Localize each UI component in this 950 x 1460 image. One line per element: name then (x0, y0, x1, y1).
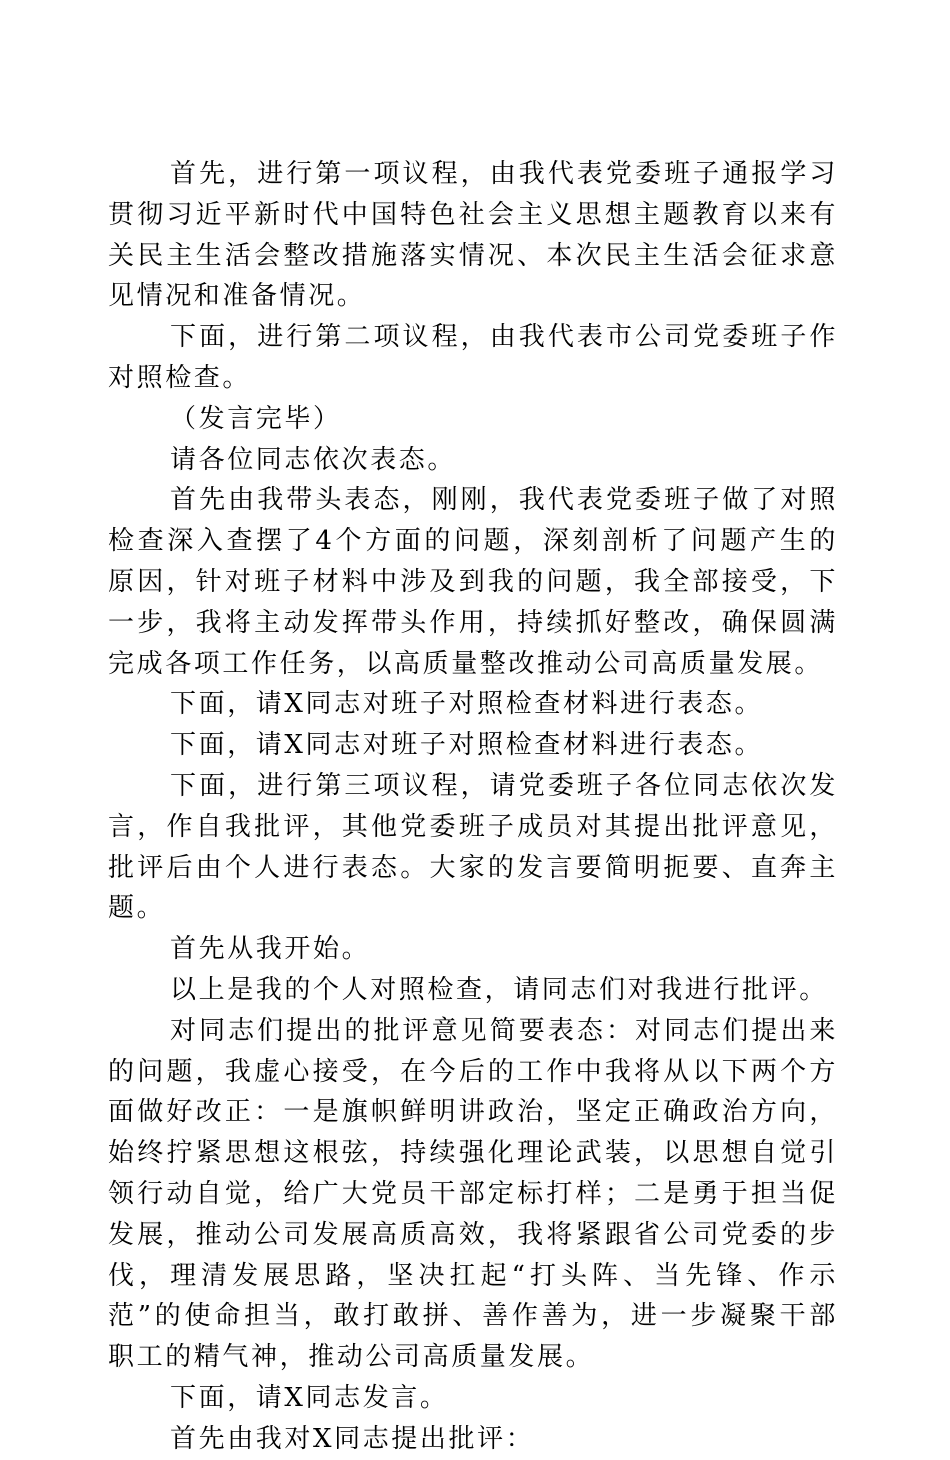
paragraph-criticize-x: 首先由我对X同志提出批评： (170, 1423, 535, 1454)
paragraph-self-check-done: 以上是我的个人对照检查，请同志们对我进行批评。 (170, 974, 828, 1005)
paragraph-start-with-me: 首先从我开始。 (170, 934, 371, 965)
paragraph-agenda-2: 下面，进行第二项议程，由我代表市公司党委班子作对照检查。 (108, 322, 838, 393)
paragraph-lead-statement: 首先由我带头表态，刚刚，我代表党委班子做了对照检查深入查摆了4个方面的问题，深刻剖析了问题产生的原因，针对班子材料中涉及到我的问题，我全部接受，下一步，我将主动发挥带头作用，持续抓好整改，确保圆满完成各项工作任务，以高质量整改推动公司高质量发展。 (108, 485, 838, 679)
paragraph-x-statement-2: 下面，请X同志对班子对照检查材料进行表态。 (170, 730, 764, 761)
paragraph-agenda-1: 首先，进行第一项议程，由我代表党委班子通报学习贯彻习近平新时代中国特色社会主义思想主题教育以来有关民主生活会整改措施落实情况、本次民主生活会征求意见情况和准备情况。 (108, 159, 838, 312)
paragraph-speech-finished: （发言完毕） (170, 403, 342, 434)
paragraph-x-speaks: 下面，请X同志发言。 (170, 1382, 449, 1413)
paragraph-x-statement-1: 下面，请X同志对班子对照检查材料进行表态。 (170, 689, 764, 720)
paragraph-response-to-criticism: 对同志们提出的批评意见简要表态：对同志们提出来的问题，我虚心接受，在今后的工作中我将从以下两个方面做好改正：一是旗帜鲜明讲政治，坚定正确政治方向，始终拧紧思想这根弦，持续强化理论武装，以思想自觉引领行动自觉，给广大党员干部定标打样；二是勇于担当促发展，推动公司发展高质高效，我将紧跟省公司党委的步伐，理清发展思路，坚决扛起“打头阵、当先锋、作示范”的使命担当，敢打敢拼、善作善为，进一步凝聚干部职工的精气神，推动公司高质量发展。 (108, 1015, 838, 1373)
paragraph-invite-statements: 请各位同志依次表态。 (170, 444, 457, 475)
document-body (108, 154, 838, 1460)
paragraph-agenda-3: 下面，进行第三项议程，请党委班子各位同志依次发言，作自我批评，其他党委班子成员对其提出批评意见，批评后由个人进行表态。大家的发言要简明扼要、直奔主题。 (108, 770, 838, 924)
